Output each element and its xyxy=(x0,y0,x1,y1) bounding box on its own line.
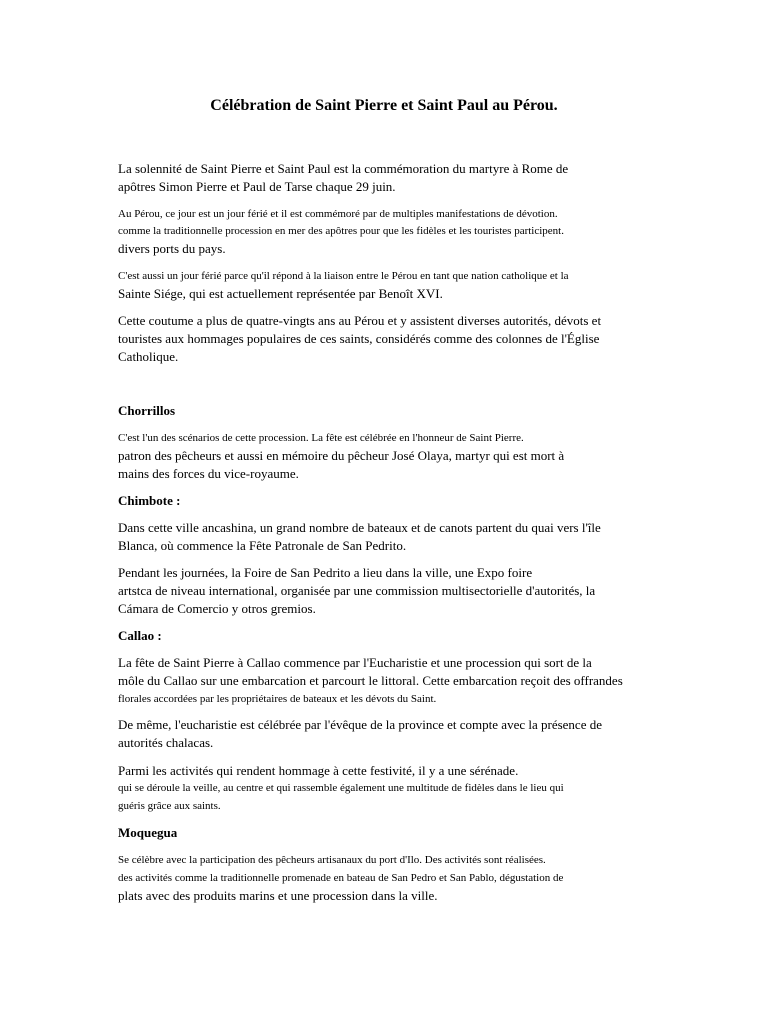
body-line: De même, l'eucharistie est célébrée par l'évêque de la province et compte avec la présence de xyxy=(118,717,602,732)
section-heading-chorrillos: Chorrillos xyxy=(118,403,176,418)
body-line: qui se déroule la veille, au centre et qui rassemble également une multitude de fidèles dans le lieu qui xyxy=(118,782,564,794)
body-line: Pendant les journées, la Foire de San Pedrito a lieu dans la ville, une Expo foire xyxy=(118,565,533,580)
body-line: florales accordées par les propriétaires de bateaux et les dévots du Saint. xyxy=(118,693,437,705)
body-line: patron des pêcheurs et aussi en mémoire du pêcheur José Olaya, martyr qui est mort à xyxy=(118,448,565,463)
section-heading-chimbote: Chimbote : xyxy=(118,493,181,508)
document-title: Célébration de Saint Pierre et Saint Paul au Pérou. xyxy=(210,97,558,114)
body-line: des activités comme la traditionnelle promenade en bateau de San Pedro et San Pablo, dégustation de xyxy=(118,872,564,884)
body-line: apôtres Simon Pierre et Paul de Tarse chaque 29 juin. xyxy=(118,179,396,194)
body-line: Blanca, où commence la Fête Patronale de San Pedrito. xyxy=(118,538,407,553)
body-line: Au Pérou, ce jour est un jour férié et il est commémoré par de multiples manifestations de dévotion. xyxy=(118,208,558,220)
section-heading-moquegua: Moquegua xyxy=(118,825,178,840)
body-line: plats avec des produits marins et une procession dans la ville. xyxy=(118,888,438,903)
body-line: C'est aussi un jour férié parce qu'il répond à la liaison entre le Pérou en tant que nation catholique et la xyxy=(118,270,569,282)
body-line: artstca de niveau international, organisée par une commission multisectorielle d'autorités, la xyxy=(118,583,596,598)
body-line: Cámara de Comercio y otros gremios. xyxy=(118,601,316,616)
body-line: mains des forces du vice-royaume. xyxy=(118,466,299,481)
body-line: touristes aux hommages populaires de ces saints, considérés comme des colonnes de l'Église xyxy=(118,331,600,346)
body-line: C'est l'un des scénarios de cette procession. La fête est célébrée en l'honneur de Saint Pierre. xyxy=(118,432,524,444)
body-line: divers ports du pays. xyxy=(118,241,226,256)
body-line: La fête de Saint Pierre à Callao commence par l'Eucharistie et une procession qui sort de la xyxy=(118,655,592,670)
body-line: Parmi les activités qui rendent hommage à cette festivité, il y a une sérénade. xyxy=(118,763,519,778)
body-line: autorités chalacas. xyxy=(118,735,214,750)
body-line: Catholique. xyxy=(118,349,179,364)
body-line: môle du Callao sur une embarcation et parcourt le littoral. Cette embarcation reçoit des offrandes xyxy=(118,673,623,688)
body-line: guéris grâce aux saints. xyxy=(118,800,221,812)
body-line: Cette coutume a plus de quatre-vingts ans au Pérou et y assistent diverses autorités, dévots et xyxy=(118,313,602,328)
body-line: La solennité de Saint Pierre et Saint Paul est la commémoration du martyre à Rome de xyxy=(118,161,569,176)
body-line: Sainte Siége, qui est actuellement représentée par Benoît XVI. xyxy=(118,286,443,301)
body-line: comme la traditionnelle procession en mer des apôtres pour que les fidèles et les touristes participent. xyxy=(118,225,564,237)
section-heading-callao: Callao : xyxy=(118,628,162,643)
body-line: Dans cette ville ancashina, un grand nombre de bateaux et de canots partent du quai vers l'île xyxy=(118,520,601,535)
body-line: Se célèbre avec la participation des pêcheurs artisanaux du port d'Ilo. Des activités sont réalisées. xyxy=(118,854,546,866)
